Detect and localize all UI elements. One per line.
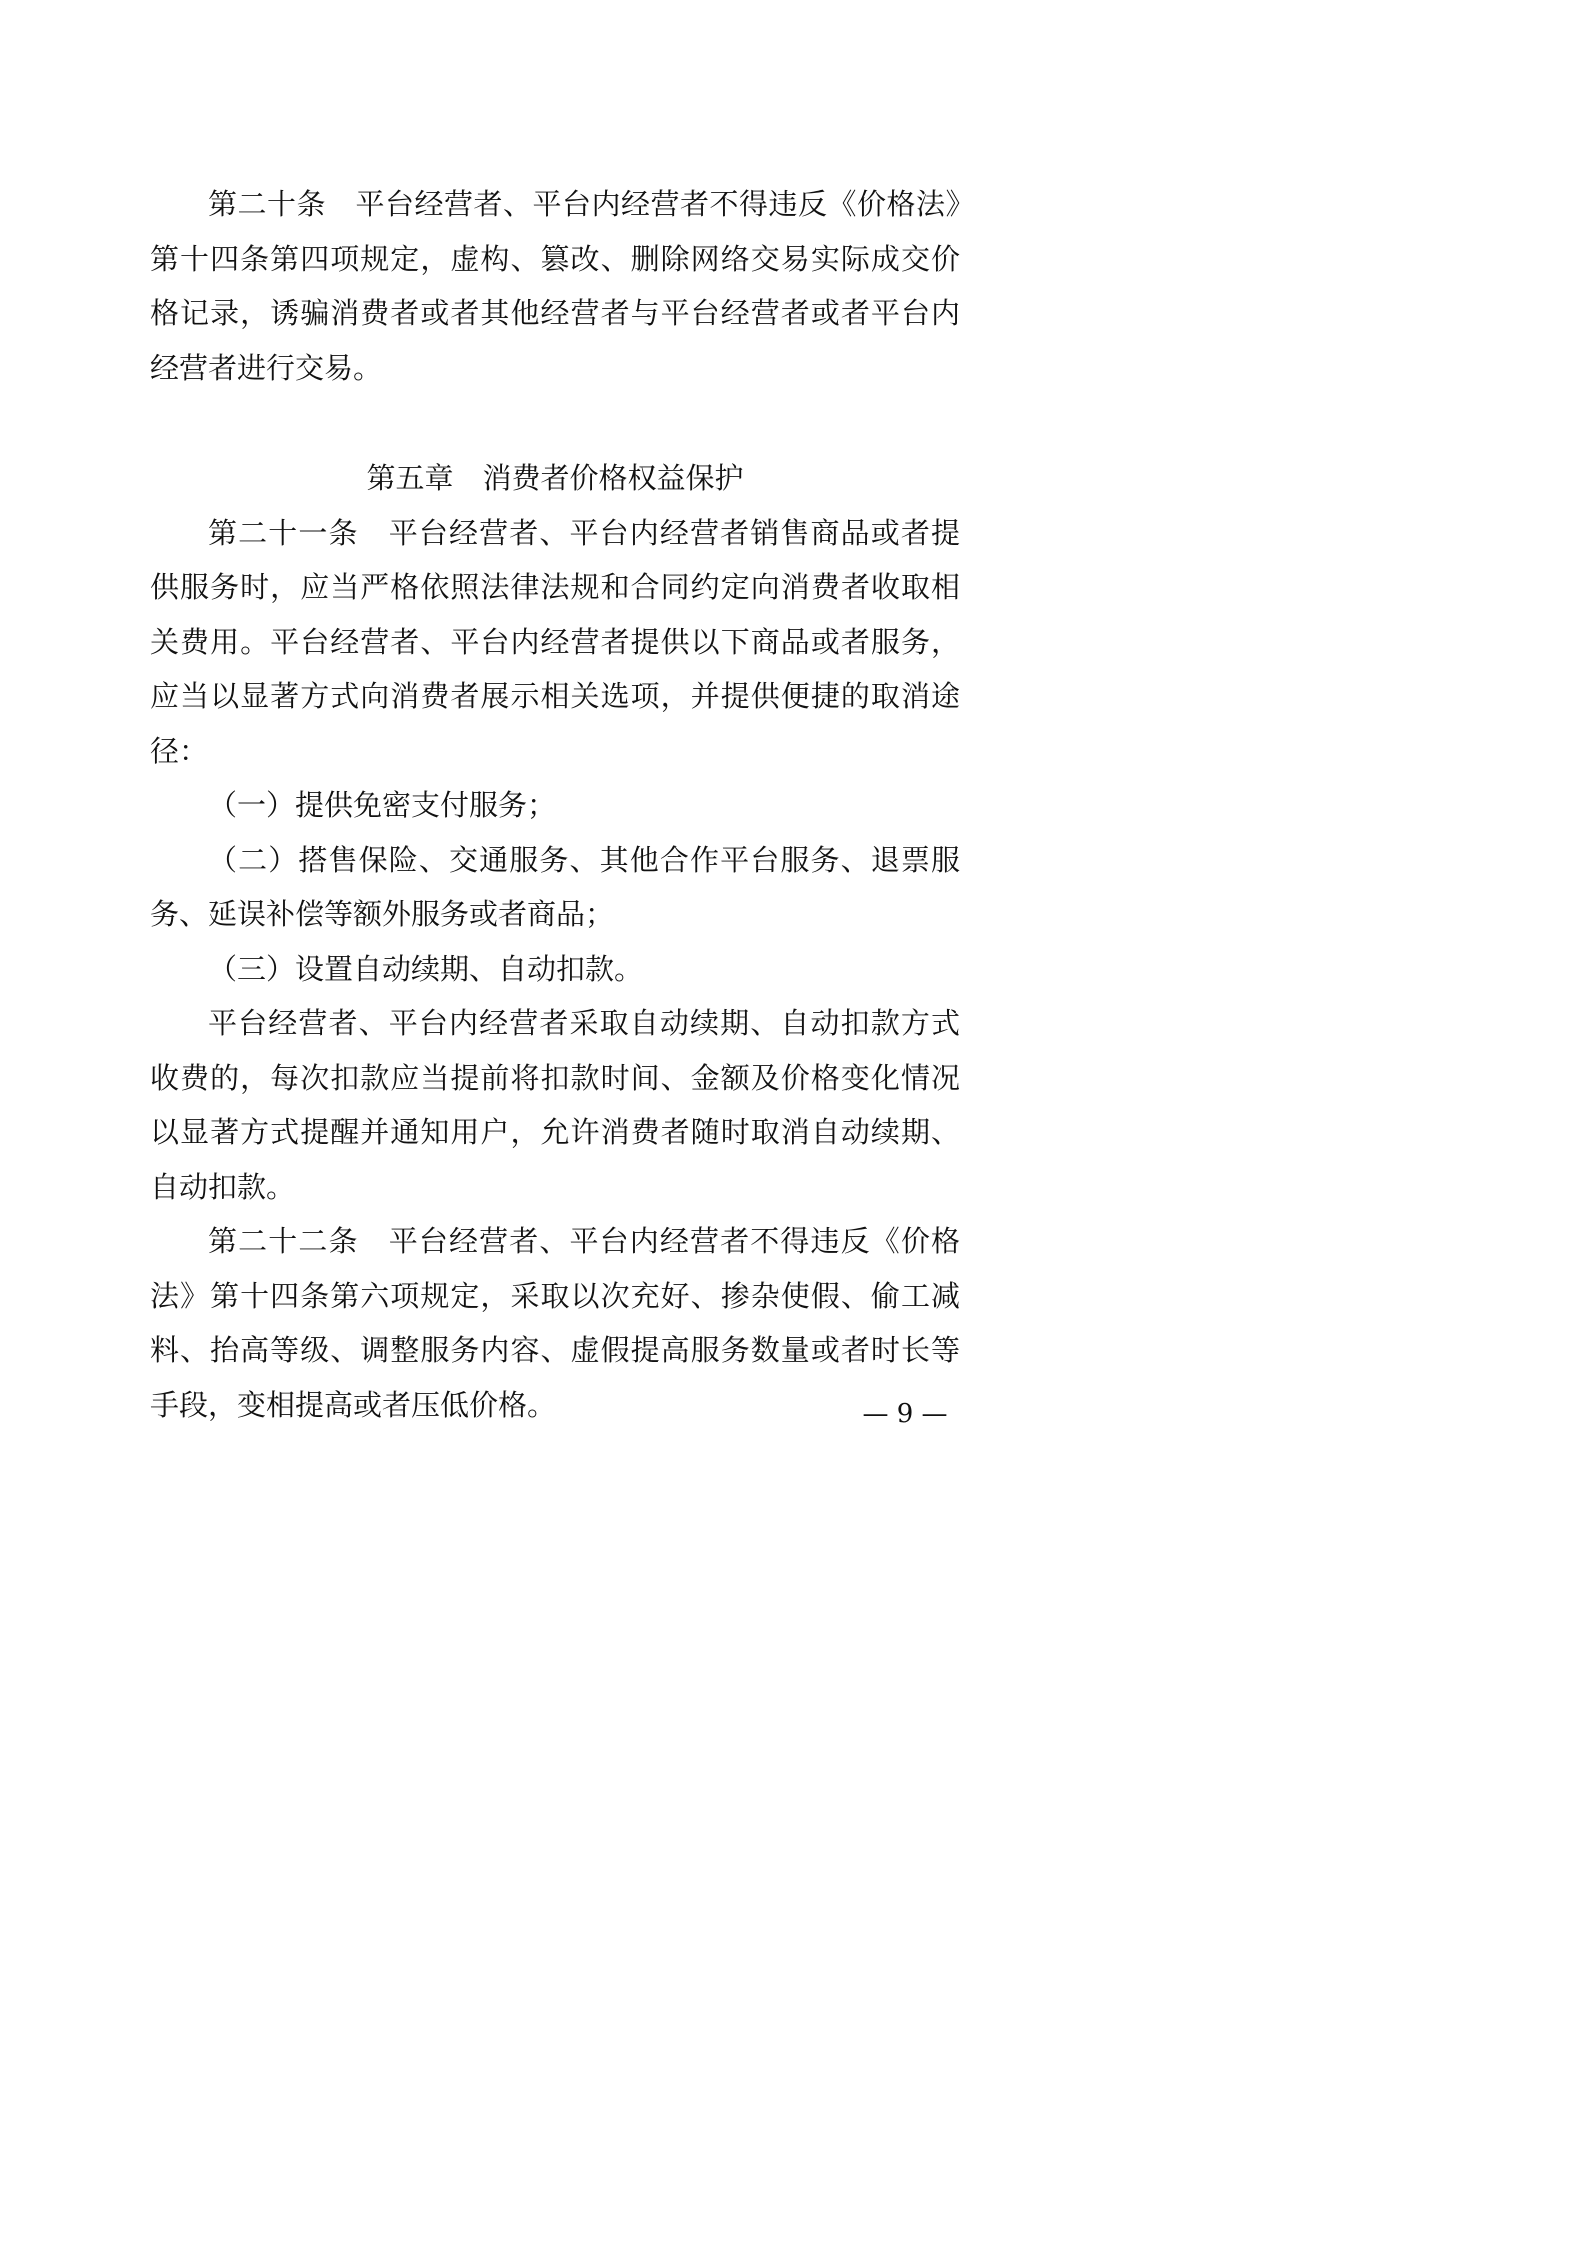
article-20-paragraph: 第二十条 平台经营者、平台内经营者不得违反《价格法》第十四条第四项规定，虚构、篡改、删除网络交易实际成交价格记录，诱骗消费者或者其他经营者与平台经营者或者平台内经营者进行交易。 xyxy=(150,187,960,385)
chapter-5-heading: 第五章 消费者价格权益保护 xyxy=(366,461,744,495)
article-21-closing-paragraph: 平台经营者、平台内经营者采取自动续期、自动扣款方式收费的，每次扣款应当提前将扣款时间、金额及价格变化情况以显著方式提醒并通知用户，允许消费者随时取消自动续期、自动扣款。 xyxy=(150,1006,960,1204)
page-number: — 9 — xyxy=(862,1399,948,1429)
article-21-item-1: （一）提供免密支付服务； xyxy=(208,788,557,822)
section-spacer xyxy=(150,395,960,451)
article-22-paragraph: 第二十二条 平台经营者、平台内经营者不得违反《价格法》第十四条第六项规定，采取以次充好、掺杂使假、偷工减料、抬高等级、调整服务内容、虚假提高服务数量或者时长等手段，变相提高或者压低价格。 xyxy=(150,1224,960,1422)
document-body xyxy=(150,177,960,1432)
document-page xyxy=(0,0,1101,1555)
article-21-item-3: （三）设置自动续期、自动扣款。 xyxy=(208,951,644,986)
article-21-item-2: （二）搭售保险、交通服务、其他合作平台服务、退票服务、延误补偿等额外服务或者商品； xyxy=(150,842,960,931)
article-21-intro-paragraph: 第二十一条 平台经营者、平台内经营者销售商品或者提供服务时，应当严格依照法律法规和合同约定向消费者收取相关费用。平台经营者、平台内经营者提供以下商品或者服务，应当以显著方式向消费者展示相关选项，并提供便捷的取消途径： xyxy=(150,515,960,768)
